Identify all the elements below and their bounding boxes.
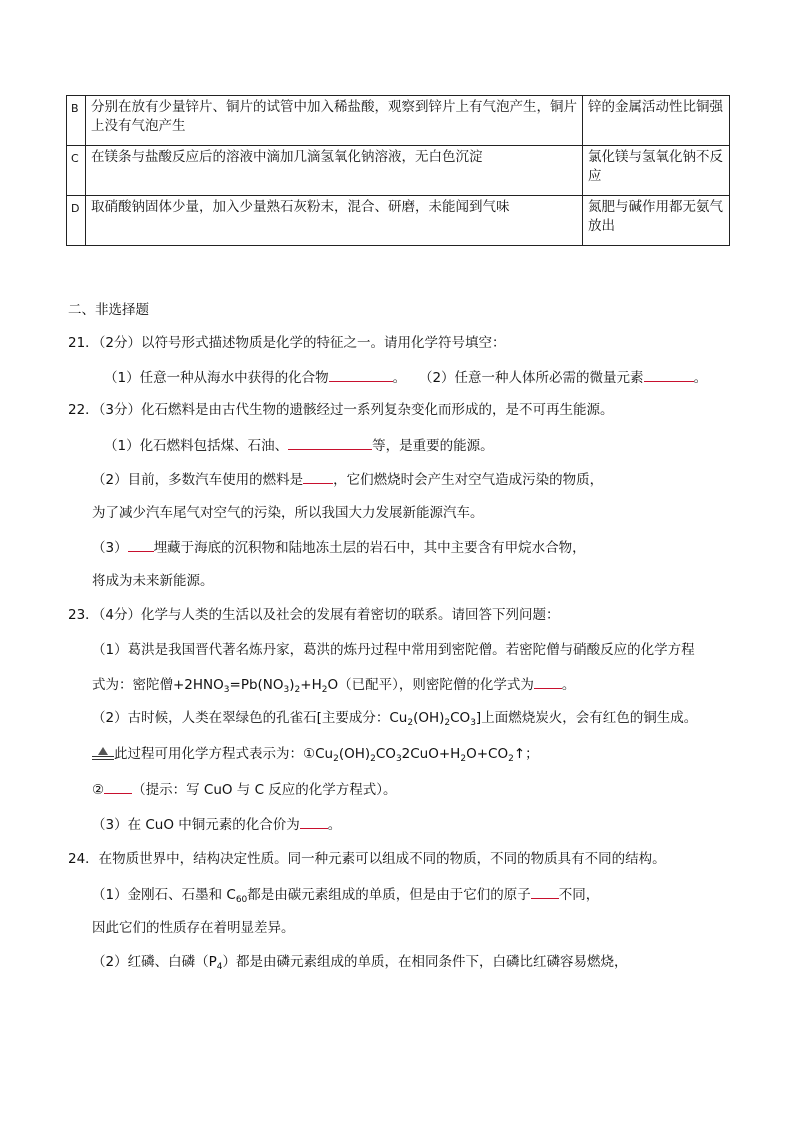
- heating-equals-icon: [92, 748, 114, 760]
- q22-stem: 22．（3分）化石燃料是由古代生物的遗骸经过一系列复杂变化而形成的，是不可再生能源。: [68, 402, 614, 418]
- answer-blank[interactable]: [104, 779, 132, 794]
- options-table: [66, 95, 730, 246]
- option-conclusion: 氮肥与碱作用都无氨气放出: [583, 196, 730, 246]
- q21-stem: 21．（2分）以符号形式描述物质是化学的特征之一。请用化学符号填空：: [68, 335, 506, 351]
- answer-blank[interactable]: [300, 814, 328, 829]
- q21-part1: （1）任意一种从海水中获得的化合物 。 （2）任意一种人体所必需的微量元素 。: [104, 367, 707, 388]
- q22-part2-cont: 为了减少汽车尾气对空气的污染，所以我国大力发展新能源汽车。: [92, 505, 484, 521]
- q23-part2-second: ② （提示：写 CuO 与 C 反应的化学方程式）。: [92, 779, 397, 800]
- answer-blank[interactable]: [644, 367, 694, 382]
- q23-part1: （1）葛洪是我国晋代著名炼丹家，葛洪的炼丹过程中常用到密陀僧。若密陀僧与硝酸反应的化学方程: [92, 642, 695, 658]
- option-procedure: 在镁条与盐酸反应后的溶液中滴加几滴氢氧化钠溶液，无白色沉淀: [86, 146, 583, 196]
- q22-part3: （3） 埋藏于海底的沉积物和陆地冻土层的岩石中，其中主要含有甲烷水合物，: [92, 537, 586, 558]
- answer-blank[interactable]: [288, 435, 372, 450]
- option-letter: D: [67, 196, 86, 246]
- q23-part2-equation: 此过程可用化学方程式表示为：$①Cu_2(OH)_2CO_32CuO+H_2O+CO_2↑$；: [92, 744, 539, 769]
- q24-part1: （1）金刚石、石墨和 $C_{60}$都是由碳元素组成的单质，但是由于它们的原子 不同，: [92, 884, 599, 910]
- q22-part2: （2）目前，多数汽车使用的燃料是 ，它们燃烧时会产生对空气造成污染的物质，: [92, 469, 603, 490]
- q24-part2: （2）红磷、白磷$(P_4)$都是由磷元素组成的单质，在相同条件下，白磷比红磷容易燃烧，: [92, 954, 628, 972]
- q23-part3: （3）在 CuO 中铜元素的化合价为 。: [92, 814, 341, 835]
- table-row: [67, 196, 730, 246]
- q24-stem: 24．在物质世界中，结构决定性质。同一种元素可以组成不同的物质，不同的物质具有不同的结构。: [68, 851, 666, 867]
- answer-blank[interactable]: [128, 537, 154, 552]
- q24-part1-cont: 因此它们的性质存在着明显差异。: [92, 920, 295, 936]
- answer-blank[interactable]: [303, 469, 333, 484]
- option-letter: B: [67, 96, 86, 146]
- answer-blank[interactable]: [531, 884, 559, 899]
- option-procedure: 取硝酸钠固体少量，加入少量熟石灰粉末，混合、研磨，未能闻到气味: [86, 196, 583, 246]
- q23-stem: 23．（4分）化学与人类的生活以及社会的发展有着密切的联系。请回答下列问题：: [68, 607, 560, 623]
- answer-blank[interactable]: [329, 367, 393, 382]
- option-conclusion: 锌的金属活动性比铜强: [583, 96, 730, 146]
- q23-part1-equation: 式为：密陀僧$+2HNO_3=Pb(NO_3)_2+H_2O$（已配平），则密陀僧的化学式为 。: [92, 674, 575, 700]
- answer-blank[interactable]: [534, 674, 562, 689]
- q22-part1: （1）化石燃料包括煤、石油、 等，是重要的能源。: [104, 435, 494, 456]
- table-row: [67, 146, 730, 196]
- option-procedure: 分别在放有少量锌片、铜片的试管中加入稀盐酸，观察到锌片上有气泡产生，铜片上没有气泡产生: [86, 96, 583, 146]
- option-conclusion: 氯化镁与氢氧化钠不反应: [583, 146, 730, 196]
- option-letter: C: [67, 146, 86, 196]
- section-title: 二、非选择题: [68, 302, 149, 318]
- q22-part3-cont: 将成为未来新能源。: [92, 573, 214, 589]
- q23-part2: （2）古时候，人类在翠绿色的孔雀石[主要成分：$Cu_2(OH)_2CO_3$]上面燃烧炭火，会有红色的铜生成。: [92, 710, 698, 728]
- table-row: [67, 96, 730, 146]
